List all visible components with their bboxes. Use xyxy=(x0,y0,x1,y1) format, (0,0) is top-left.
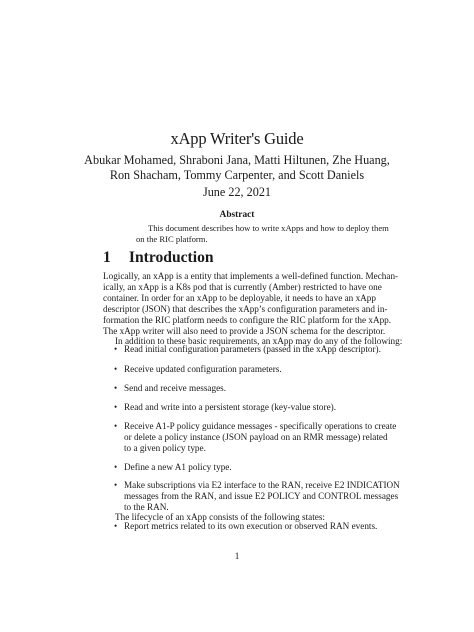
bullet-icon: • xyxy=(114,383,118,393)
list-item-line: messages from the RAN, and issue E2 POLICY and CONTROL messages xyxy=(124,490,399,501)
paragraph-line: container. In order for an xApp to be deployable, it needs to have an xApp xyxy=(103,292,376,303)
bullet-icon: • xyxy=(114,421,118,431)
paragraph-line: Logically, an xApp is a entity that implements a well-defined function. Mechan- xyxy=(103,271,399,281)
paragraph-line: ically, an xApp is a K8s pod that is currently (Amber) restricted to have one xyxy=(103,281,382,292)
abstract-line: on the RIC platform. xyxy=(136,233,208,244)
bullet-icon: • xyxy=(114,364,118,374)
bullet-icon: • xyxy=(114,344,118,354)
list-item-line: Receive A1-P policy guidance messages - specifically operations to create xyxy=(124,421,397,431)
paragraph-line: The xApp writer will also need to provide a JSON schema for the descriptor. xyxy=(103,325,386,336)
list-item-line: Report metrics related to its own execution or observed RAN events. xyxy=(124,520,378,531)
lifecycle-intro: The lifecycle of an xApp consists of the following states: xyxy=(115,512,325,522)
bullet-icon: • xyxy=(114,480,118,490)
bullet-icon: • xyxy=(114,402,118,412)
author-line: Abukar Mohamed, Shraboni Jana, Matti Hiltunen, Zhe Huang, xyxy=(84,153,390,167)
list-item-line: Send and receive messages. xyxy=(124,383,227,393)
author-line: Ron Shacham, Tommy Carpenter, and Scott Daniels xyxy=(109,167,365,182)
author-list xyxy=(60,153,414,182)
section-heading xyxy=(103,249,214,267)
paragraph-line: formation the RIC platform needs to configure the RIC platform for the xApp. xyxy=(103,314,392,325)
bullet-icon: • xyxy=(114,462,118,472)
section-number: 1 xyxy=(103,249,111,266)
list-item-line: Receive updated configuration parameters. xyxy=(124,364,282,374)
abstract-heading: Abstract xyxy=(219,210,255,220)
abstract-text xyxy=(136,223,389,244)
page-number: 1 xyxy=(234,551,240,561)
intro-paragraph xyxy=(103,271,403,347)
list-item-line: Read initial configuration parameters (passed in the xApp descriptor). xyxy=(124,344,381,354)
list-item-line: to a given policy type. xyxy=(124,442,206,453)
list-item-line: Make subscriptions via E2 interface to the RAN, receive E2 INDICATION xyxy=(124,480,400,490)
list-item-line: Define a new A1 policy type. xyxy=(124,462,232,472)
paragraph-line: In addition to these basic requirements, an xApp may do any of the following: xyxy=(115,336,403,347)
section-title: Introduction xyxy=(128,249,214,266)
list-item-line: Read and write into a persistent storage (key-value store). xyxy=(124,402,337,412)
list-item-line: or delete a policy instance (JSON payload on an RMR message) related xyxy=(124,431,388,442)
bullet-icon: • xyxy=(114,520,118,531)
document-date: June 22, 2021 xyxy=(202,185,272,199)
abstract-line: This document describes how to write xApps and how to deploy them xyxy=(148,223,389,233)
document-title: xApp Writer's Guide xyxy=(170,129,304,148)
paragraph-line: descriptor (JSON) that describes the xApp’s configuration parameters and in- xyxy=(103,303,388,314)
list-item-line: to the RAN. xyxy=(124,501,169,512)
